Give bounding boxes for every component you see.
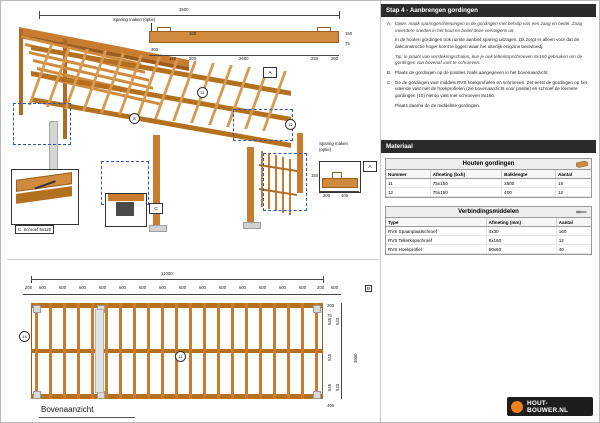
dim-plan-br-400: 400 <box>327 403 335 408</box>
step-a-tip <box>395 54 590 67</box>
screw-icon <box>576 208 588 216</box>
table-row <box>386 188 591 197</box>
wood-beam-icon <box>576 160 588 168</box>
fast-col-0: Type <box>386 218 486 227</box>
step-c-text2: Plaats daarna de de middelste gordingen. <box>395 102 481 108</box>
dim-plan-600: 600 <box>79 285 87 290</box>
note-sparing-top: Sparing maken (optie) <box>113 17 156 22</box>
cell: 60x60 <box>486 245 556 254</box>
material-section <box>381 140 596 255</box>
dim-plan-width-3500: 3500 <box>353 353 358 363</box>
post-right <box>247 147 254 225</box>
step-a-text3: Tip: in plaats van verstekringschalen, kun je ook telterkopschroeven 8x160 gebruiken om de gordingen van bovenaf vast te schroeven. <box>395 53 583 66</box>
dim-plan-600: 600 <box>219 285 227 290</box>
cell: RVS Spaanplaatschroef <box>386 227 486 236</box>
step-letter-b: B. <box>387 69 392 75</box>
plan-slat <box>217 303 220 399</box>
dim-plan-600: 600 <box>259 285 267 290</box>
cell: 4x30 <box>486 227 556 236</box>
dim-line-plan-width <box>341 303 342 399</box>
plan-slat <box>287 303 290 399</box>
plan-slat <box>189 303 192 399</box>
plan-slat <box>49 303 52 399</box>
step-a-extra <box>395 37 590 50</box>
dim-plan-600: 600 <box>139 285 147 290</box>
dim-line-top <box>39 15 339 16</box>
dim-plan-right-200: 200 <box>327 303 335 308</box>
wood-table-title <box>386 159 591 170</box>
cell: 18 <box>556 179 591 188</box>
step-letter-a: A. <box>387 21 392 26</box>
fast-col-2: Aantal <box>556 218 591 227</box>
plan-slat <box>35 303 38 399</box>
logo-mark-icon <box>511 401 523 413</box>
cell: 11 <box>386 179 430 188</box>
detail-region-lattice <box>263 153 307 211</box>
marker-11-plan: 11 <box>175 351 186 362</box>
step-c-text: De de gordingen vast middels RVS hoekprofielen en schroeven. Zet eerst de gordingen op het uiteinde vast met de hoekprofielen (zie bovenaanzicht voor positie) en schroef de klemere gordingen (10) hierop vast met schroeven 8x160. <box>395 79 587 98</box>
plan-slat <box>77 303 80 399</box>
dim-tick <box>323 276 324 283</box>
detail-bracket <box>105 193 147 227</box>
dim-top-main: 3500 <box>179 7 189 12</box>
step-b-text: Plaats de gordingen op de posities zoals aangegeven in het bovenaanzicht. <box>395 69 549 75</box>
plan-slat <box>91 303 94 399</box>
dim-plan-600-left: 600 <box>39 285 47 290</box>
wood-col-3: Aantal <box>556 170 591 179</box>
detail-region-beam <box>233 109 293 141</box>
dim-plan-600: 600 <box>279 285 287 290</box>
cell: 400 <box>502 188 556 197</box>
dim-200-right: 200 <box>323 193 331 198</box>
plan-slat <box>105 303 108 399</box>
plan-post <box>33 391 41 399</box>
plan-slat <box>203 303 206 399</box>
plan-view <box>1 263 382 422</box>
dim-chain-plan <box>23 294 341 295</box>
plan-slat <box>315 303 318 399</box>
cell: 3500 <box>502 179 556 188</box>
plan-post <box>313 305 321 313</box>
dim-2600: 2600 <box>239 56 249 61</box>
dim-150-right: 150 <box>311 173 319 178</box>
plan-title: Bovenaanzicht <box>41 405 94 414</box>
dim-plan-600: 600 <box>159 285 167 290</box>
dim-tick <box>31 276 32 283</box>
wood-table-grid <box>386 170 591 197</box>
cell: 40 <box>556 245 591 254</box>
marker-12: 12 <box>285 119 296 130</box>
fastener-table-grid <box>386 218 591 254</box>
callout-c: C <box>149 203 163 214</box>
dim-plan-600-right: 600 <box>331 285 339 290</box>
plan-post <box>33 305 41 313</box>
title-underline <box>39 417 135 418</box>
table-row <box>386 179 591 188</box>
dim-plan-length: 11000 <box>161 271 173 276</box>
dim-plan-right-75: 75 <box>327 313 332 318</box>
dim-plan-600: 600 <box>99 285 107 290</box>
note-sparing-right: Sparing maken (optie) <box>319 141 348 152</box>
dim-plan-200-right: 200 <box>317 285 325 290</box>
dim-plan-600: 600 <box>119 285 127 290</box>
table-row <box>386 245 591 254</box>
dim-plan-600: 600 <box>239 285 247 290</box>
dim-250: 250 <box>311 56 319 61</box>
fast-col-1: Afmeting (mm) <box>486 218 556 227</box>
dim-150: 150 <box>345 31 353 36</box>
step-header: Stap 4 - Aanbrengen gordingen <box>381 4 596 17</box>
logo[interactable] <box>507 397 593 416</box>
logo-text: HOUT-BOUWER.NL <box>527 399 569 414</box>
cell: 12 <box>556 188 591 197</box>
dim-plan-right-545b: 545 <box>327 353 332 361</box>
dim-tick <box>339 11 340 19</box>
step-item-b <box>387 70 590 77</box>
cell: RVS Hoekprofiel <box>386 245 486 254</box>
cell: 12 <box>556 236 591 245</box>
detail-c-screw <box>11 169 79 225</box>
dim-100: 100 <box>189 31 197 36</box>
info-panel <box>380 1 599 422</box>
plan-slat <box>245 303 248 399</box>
cell: 75x150 <box>430 188 501 197</box>
plan-slat <box>273 303 276 399</box>
table-row <box>386 236 591 245</box>
plan-slat <box>119 303 122 399</box>
dim-plan-200-left: 200 <box>25 285 33 290</box>
step-a-text: Optie: maak sparingen/inkepingen in de gordingen met behulp van een zaag en beitel. Zaag meerdere sneden in het hout en beitel deze vervolgens uit. <box>395 21 583 33</box>
plan-slat <box>259 303 262 399</box>
dim-plan-600: 600 <box>59 285 67 290</box>
footing <box>243 222 261 229</box>
fastener-table-title-text: Verbindingsmiddelen <box>458 209 519 215</box>
marker-b: B <box>129 113 140 124</box>
steps-section <box>381 4 596 112</box>
detail-a-drawing <box>319 161 361 193</box>
wood-col-2: Balklengte <box>502 170 556 179</box>
dim-line-plan-length <box>31 279 323 280</box>
step-body <box>381 17 596 109</box>
dim-200: 200 <box>189 56 197 61</box>
step-a-text2: In de houten gordingen ook ruimte aanbief sparing uitzagen. Dit zorgt er alleen voor dat de dakconstructie hoger komt te liggen waar het uiterlijk enigzins beinvloedj. <box>395 37 580 49</box>
dim-plan-right-543: 543 <box>335 317 340 325</box>
dim-400-right: 400 <box>341 193 349 198</box>
step-item-c <box>387 80 590 100</box>
plan-slat <box>301 303 304 399</box>
wood-col-0: Nummer <box>386 170 430 179</box>
cell: 160 <box>556 227 591 236</box>
fastener-table-title <box>386 207 591 218</box>
fastener-table <box>385 206 592 255</box>
cell: RVS Tellerkopschroef <box>386 236 486 245</box>
plan-slat <box>147 303 150 399</box>
beam-detail-elevation <box>149 27 339 49</box>
dim-tick <box>39 11 40 19</box>
dim-plan-right-545: 545 <box>327 317 332 325</box>
dim-300: 300 <box>151 47 159 52</box>
cell: 8x160 <box>486 236 556 245</box>
dim-200b: 200 <box>331 56 339 61</box>
dim-line-right-detail <box>319 191 359 192</box>
plan-slat <box>161 303 164 399</box>
wood-col-1: Afmeting (bxh) <box>430 170 501 179</box>
tag-b-plan: B <box>367 286 371 291</box>
table-row <box>386 227 591 236</box>
material-header: Materiaal <box>381 140 596 153</box>
label-screw-c: C. Schroef 5x120 <box>15 225 54 234</box>
step-item-a <box>387 21 590 34</box>
plan-post <box>313 391 321 399</box>
dim-plan-600: 600 <box>299 285 307 290</box>
cell: 75x150 <box>430 179 501 188</box>
step-letter-c: C. <box>387 79 392 85</box>
plan-center-column <box>95 309 104 393</box>
callout-a-top: A <box>263 67 277 78</box>
perspective-view <box>1 1 382 263</box>
marker-11: 11 <box>197 87 208 98</box>
drawing-left <box>1 1 382 422</box>
footing <box>149 225 167 232</box>
dim-310: 310 <box>169 56 177 61</box>
cell: 12 <box>386 188 430 197</box>
dim-plan-600: 600 <box>199 285 207 290</box>
dim-plan-br-545: 545 <box>327 383 332 391</box>
dim-plan-600: 600 <box>179 285 187 290</box>
wood-table <box>385 158 592 198</box>
plan-slat <box>63 303 66 399</box>
plan-slat <box>133 303 136 399</box>
callout-a-right: A <box>363 161 377 172</box>
marker-14: 14 <box>19 331 30 342</box>
detail-region-screw <box>13 103 71 145</box>
wood-table-title-text: Houten gordingen <box>462 161 515 167</box>
plan-slat <box>231 303 234 399</box>
step-c-extra <box>395 103 590 110</box>
dim-plan-br-543: 543 <box>335 383 340 391</box>
dim-75: 75 <box>345 41 350 46</box>
